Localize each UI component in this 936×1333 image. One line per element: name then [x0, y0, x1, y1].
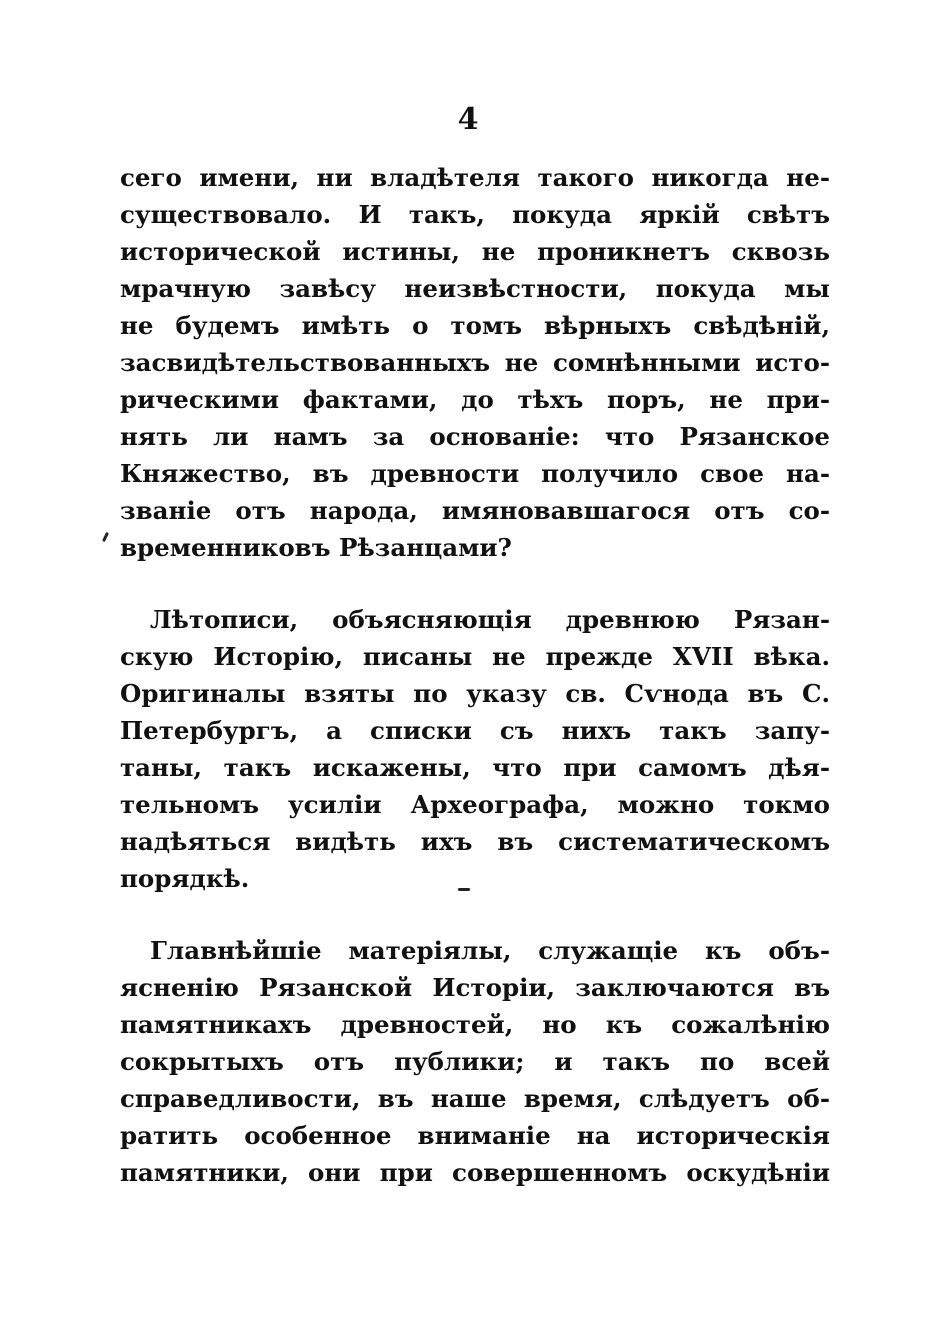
- scan-speck: [102, 532, 109, 542]
- text-line: нять ли намъ за основаніе: что Рязанское: [120, 422, 830, 451]
- text-line: мрачную завѣсу неизвѣстности, покуда мы: [120, 274, 830, 303]
- text-line: существовало. И такъ, покуда яркій свѣтъ: [120, 200, 830, 229]
- text-line: памятникахъ древностей, но къ сожалѣнію: [120, 1010, 830, 1039]
- text-line: рическими фактами, до тѣхъ поръ, не при-: [120, 385, 830, 414]
- text-line: таны, такъ искажены, что при самомъ дѣя-: [120, 753, 830, 782]
- text-line: Лѣтописи, объясняющія древнюю Рязан-: [150, 605, 830, 634]
- text-line: Княжество, въ древности получило свое на-: [120, 459, 830, 488]
- text-line: Петербургъ, а списки съ нихъ такъ запу-: [120, 716, 830, 745]
- text-line: засвидѣтельствованныхъ не сомнѣнными исто-: [120, 348, 830, 377]
- text-line: званіе отъ народа, имяновавшагося отъ со-: [120, 496, 830, 525]
- text-line: ратить особенное вниманіе на историческія: [120, 1121, 830, 1150]
- text-line: Оригиналы взяты по указу св. Сѵнода въ С.: [120, 679, 830, 708]
- text-line: исторической истины, не проникнетъ сквозь: [120, 237, 830, 266]
- text-line: не будемъ имѣть о томъ вѣрныхъ свѣдѣній,: [120, 311, 830, 340]
- text-line: памятники, они при совершенномъ оскудѣніи: [120, 1158, 830, 1187]
- text-line: надѣяться видѣть ихъ въ систематическомъ: [120, 827, 830, 856]
- text-line: справедливости, въ наше время, слѣдуетъ об-: [120, 1084, 830, 1113]
- page-number: 4: [457, 102, 479, 137]
- text-line: сего имени, ни владѣтеля такого никогда не-: [120, 163, 830, 192]
- text-line: ясненію Рязанской Исторіи, заключаются въ: [120, 973, 830, 1002]
- text-line: порядкѣ.: [120, 864, 250, 893]
- text-line: скую Исторію, писаны не прежде XVII вѣка.: [120, 642, 830, 671]
- text-line: тельномъ усиліи Археографа, можно токмо: [120, 790, 830, 819]
- text-line: временниковъ Рѣзанцами?: [120, 533, 512, 562]
- text-line: сокрытыхъ отъ публики; и такъ по всей: [120, 1047, 830, 1076]
- text-line: Главнѣйшіе матеріялы, служащіе къ объ-: [150, 936, 830, 965]
- scan-speck: [458, 888, 470, 891]
